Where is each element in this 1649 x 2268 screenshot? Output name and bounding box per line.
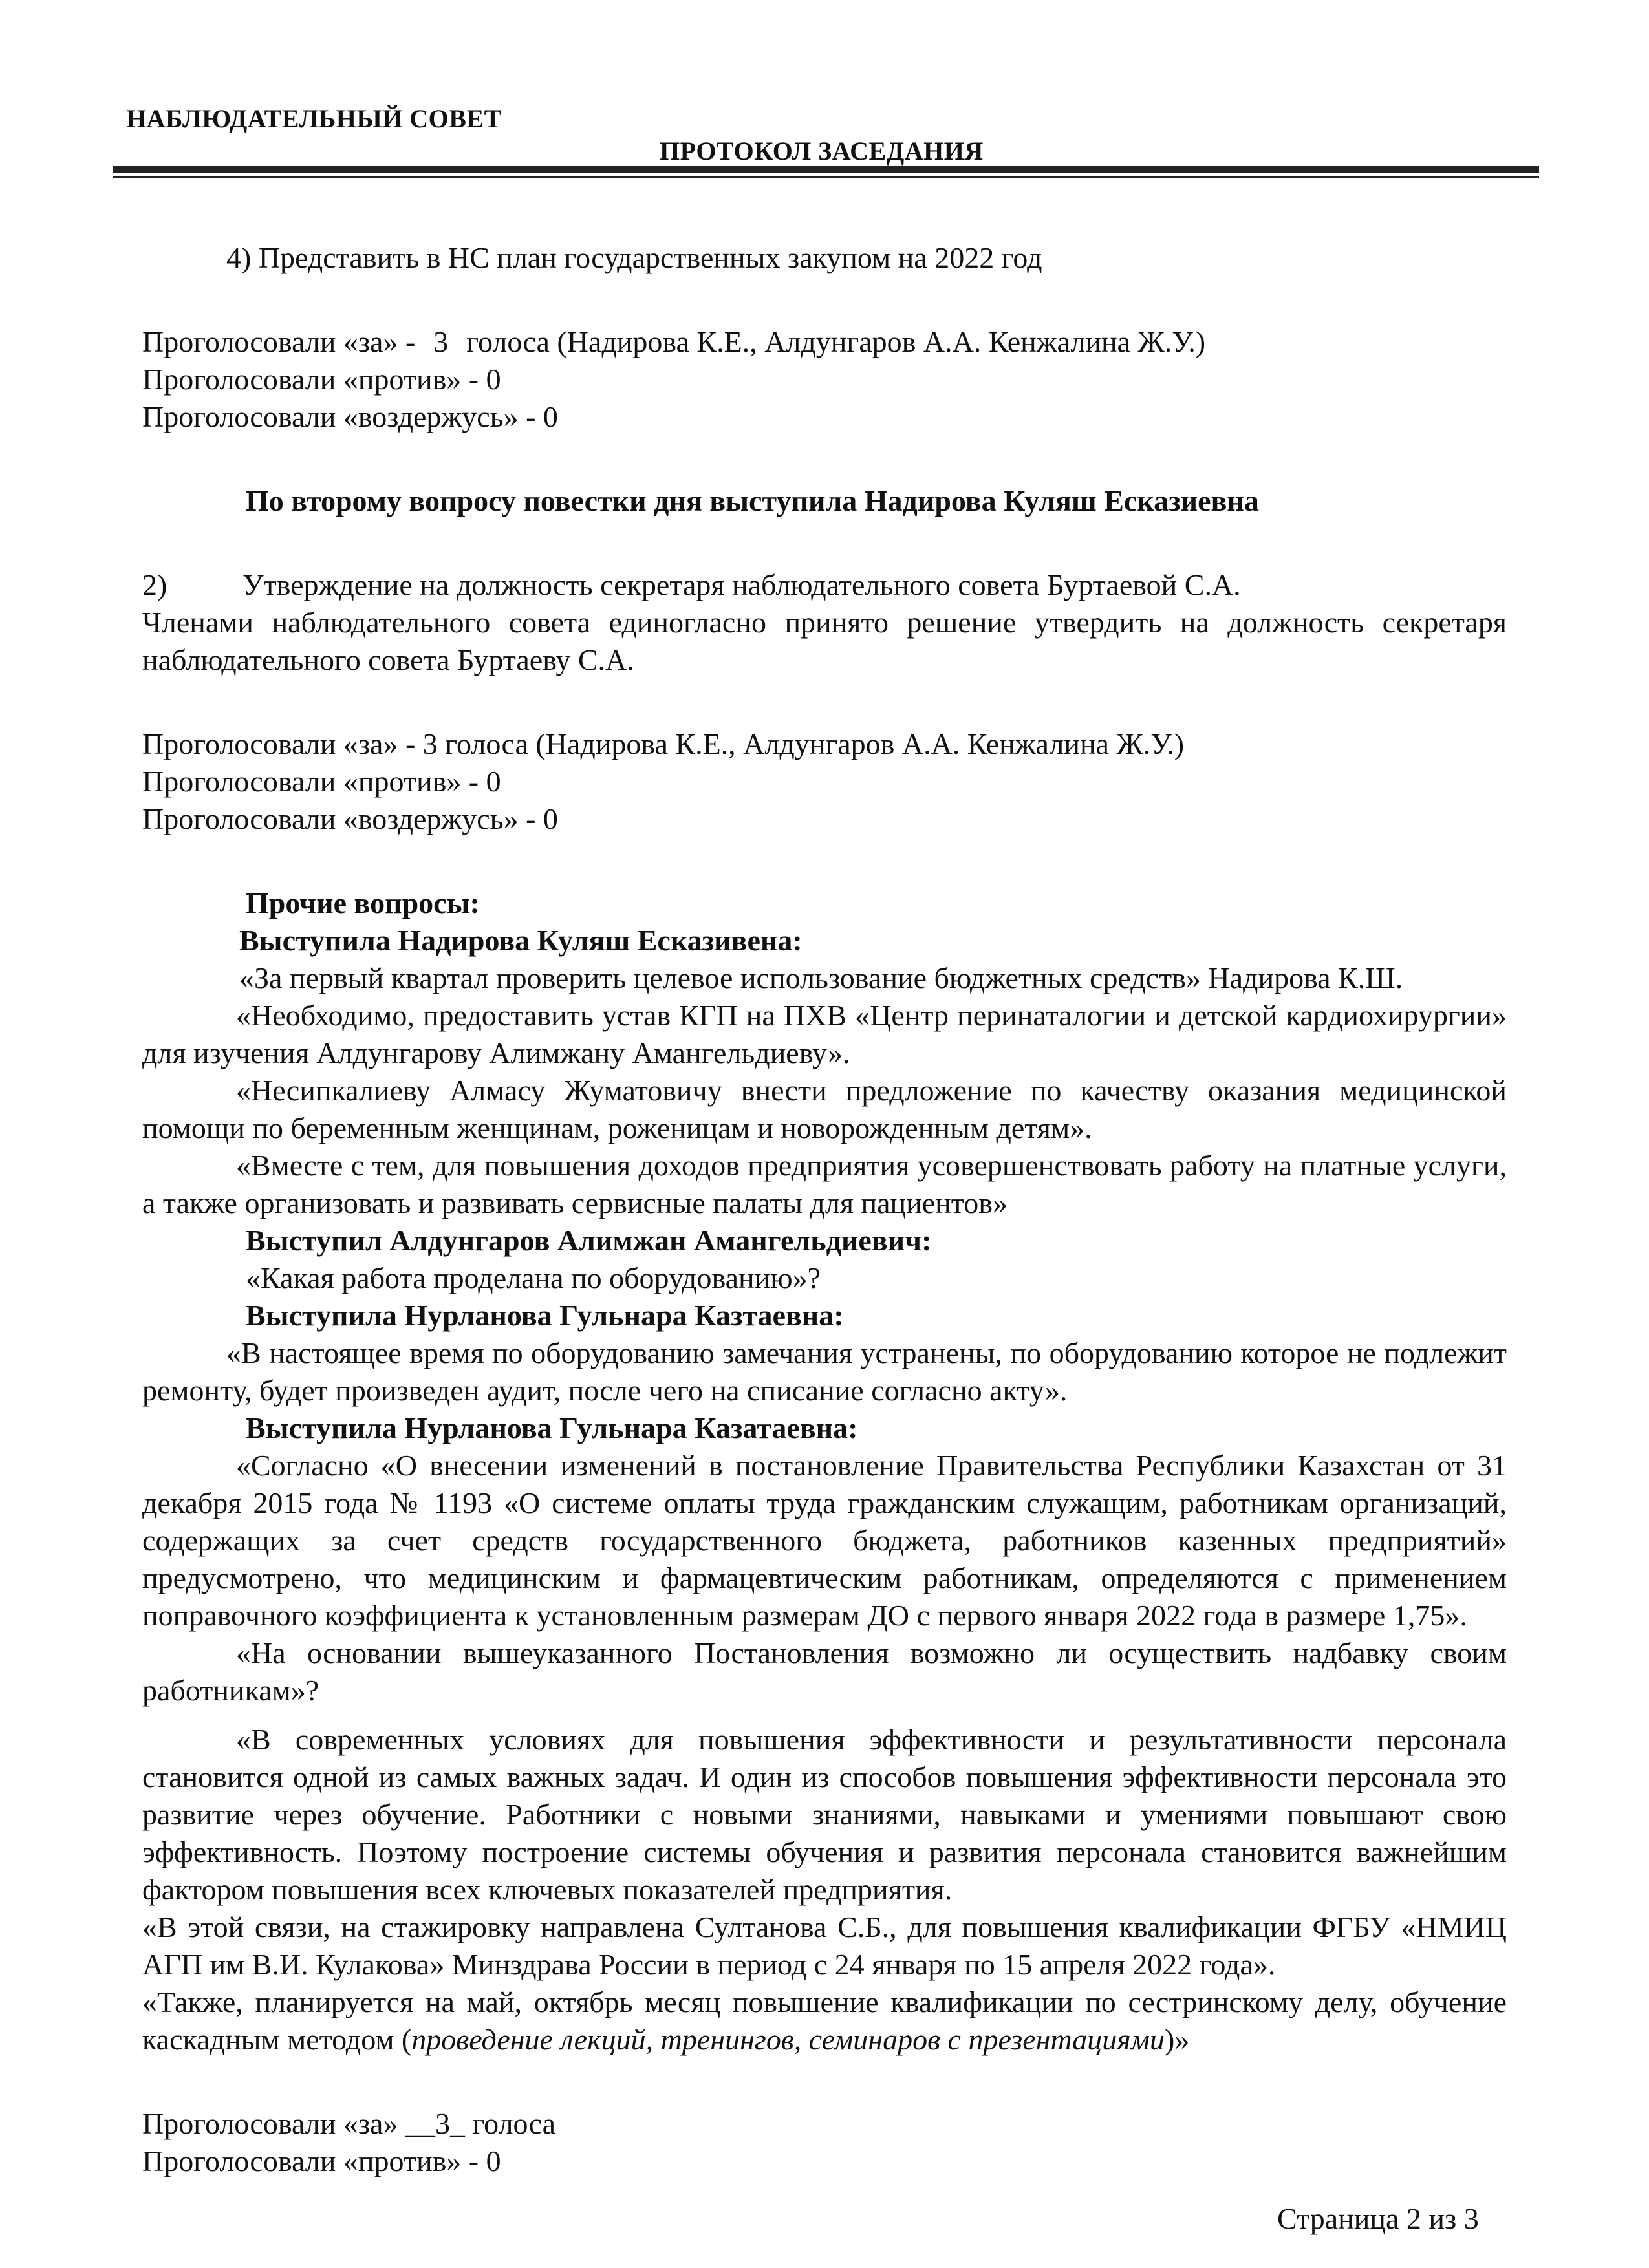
second-question-heading: По второму вопросу повестки дня выступила Надирова Куляш Есказиевна [246,484,1259,517]
speaker-1-paragraph-1: «За первый квартал проверить целевое использование бюджетных средств» Надирова К.Ш. [239,961,1403,994]
agenda-item-2-decision: Членами наблюдательного совета единогласно принято решение утвердить на должность секретаря наблюдательного совета Буртаеву С.А. [142,606,1507,676]
vote-against-line-2: Проголосовали «против» - 0 [142,765,501,798]
vote-for-suffix: голоса (Надирова К.Е., Алдунгаров А.А. Кенжалина Ж.У.) [466,325,1206,358]
page-number: Страница 2 из 3 [1277,2202,1479,2235]
speaker-1-paragraph-3: «Несипкалиеву Алмасу Жуматовичу внести предложение по качеству оказания медицинской помощи по беременным женщинам, роженицам и новорожденным детям». [142,1074,1507,1144]
agenda-item-2 [142,566,1507,604]
vote-against-line-3: Проголосовали «против» - 0 [142,2145,501,2177]
vote-abstain-line-2: Проголосовали «воздержусь» - 0 [142,802,558,835]
speaker-2-heading: Выступил Алдунгаров Алимжан Амангельдиевич: [246,1224,932,1257]
speaker-1-paragraph-2: «Необходимо, предоставить устав КГП на ПХВ «Центр перинаталогии и детской кардиохирургии» для изучения Алдунгарову Алимжану Амангельдиеву». [142,999,1507,1069]
vote-against-line-1: Проголосовали «против» - 0 [142,363,501,396]
vote-for-prefix: Проголосовали «за» - [142,325,416,358]
vote-for-line-2: Проголосовали «за» - 3 голоса (Надирова К.Е., Алдунгаров А.А. Кенжалина Ж.У.) [142,727,1185,760]
vote-for-line-3: Проголосовали «за» __3_ голоса [142,2107,556,2140]
vote-abstain-line-1: Проголосовали «воздержусь» - 0 [142,400,558,433]
vote-for-count: 3 [433,325,449,358]
speaker-4-paragraph-5-italic: проведение лекций, тренингов, семинаров с презентациями [411,2023,1165,2056]
speaker-1-paragraph-4: «Вместе с тем, для повышения доходов предприятия усовершенствовать работу на платные услуги, а также организовать и развивать сервисные палаты для пациентов» [142,1149,1507,1219]
agenda-item-4: 4) Представить в НС план государственных закупом на 2022 год [226,241,1042,274]
agenda-item-2-number: 2) [142,568,167,601]
speaker-4-paragraph-3: «В современных условиях для повышения эффективности и результативности персонала становится одной из самых важных задач. И один из способов повышения эффективности персонала это развитие через обучение. Работники с новыми знаниями, навыками и умениями повышают свою эффективность. Поэтому построение системы обучения и развития персонала становится важнейшим фактором повышения всех ключевых показателей предприятия. [142,1723,1507,1906]
header-organization: НАБЛЮДАТЕЛЬНЫЙ СОВЕТ [126,104,502,133]
header-document-title: ПРОТОКОЛ ЗАСЕДАНИЯ [660,136,984,166]
header-rule-thick [113,166,1539,173]
speaker-4-paragraph-5-start: «Также, планируется на май, октябрь месяц повышение квалификации по сестринскому делу, обучение каскадным методом ( [142,1985,1507,2056]
other-questions-heading: Прочие вопросы: [246,886,480,919]
agenda-item-2-title: Утверждение на должность секретаря наблюдательного совета Буртаевой С.А. [242,568,1241,601]
speaker-4-paragraph-5-end: )» [1164,2023,1190,2056]
vote-for-line-1 [142,323,1507,361]
speaker-1-heading: Выступила Надирова Куляш Есказивена: [239,924,803,957]
document-body [142,239,1507,2180]
speaker-4-paragraph-5 [142,1984,1507,2059]
speaker-3-paragraph-1: «В настоящее время по оборудованию замечания устранены, по оборудованию которое не подлежит ремонту, будет произведен аудит, после чего на списание согласно акту». [142,1336,1507,1407]
header-rule-thin [113,176,1539,178]
speaker-4-heading: Выступила Нурланова Гульнара Казатаевна: [246,1411,858,1444]
speaker-3-heading: Выступила Нурланова Гульнара Казтаевна: [246,1299,844,1332]
speaker-4-paragraph-1: «Согласно «О внесении изменений в постановление Правительства Республики Казахстан от 31 декабря 2015 года № 1193 «О системе оплаты труда гражданским служащим, работникам организаций, содержащих за счет средств государственного бюджета, работников казенных предприятий» предусмотрено, что медицинским и фармацевтическим работникам, определяются с применением поправочного коэффициента к установленным размерам ДО с первого января 2022 года в размере 1,75». [142,1449,1507,1632]
speaker-4-paragraph-4: «В этой связи, на стажировку направлена Султанова С.Б., для повышения квалификации ФГБУ «НМИЦ АГП им В.И. Кулакова» Минздрава России в период с 24 января по 15 апреля 2022 года». [142,1910,1507,1981]
speaker-2-paragraph-1: «Какая работа проделана по оборудованию»? [246,1261,821,1294]
speaker-4-paragraph-2: «На основании вышеуказанного Постановления возможно ли осуществить надбавку своим работникам»? [142,1636,1507,1707]
